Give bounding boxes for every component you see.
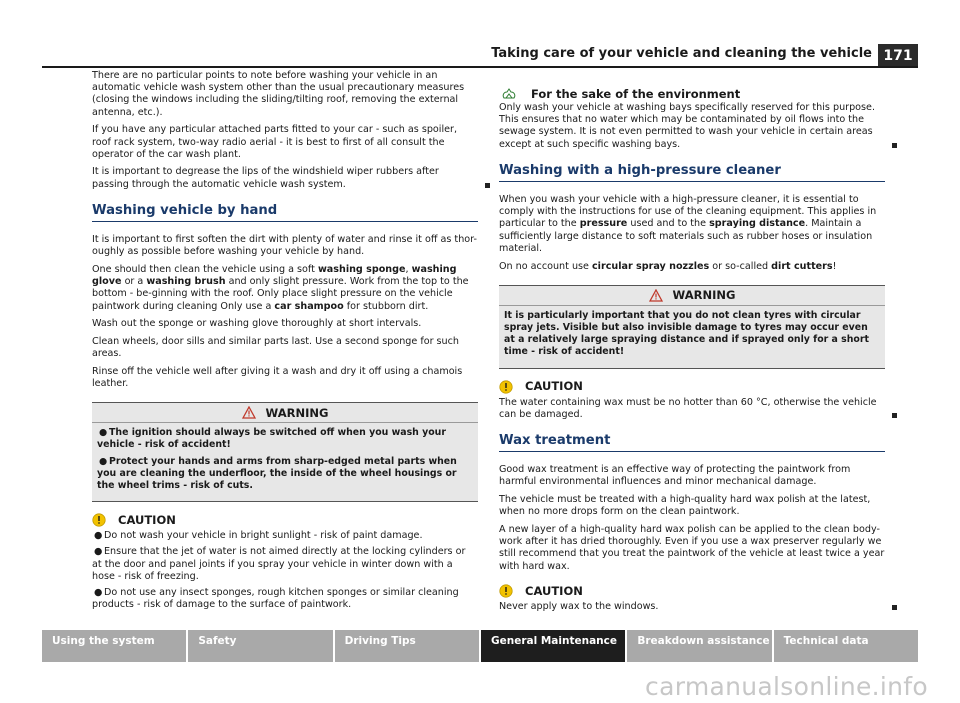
warning-title: WARNING xyxy=(672,288,736,303)
warning-item: ● Protect your hands and arms from sharp-edged metal parts when you are cleaning the underfloor, the inside of the wheel housings or the wheel trims - risk of cuts. xyxy=(97,455,457,492)
caution-title: CAUTION xyxy=(525,379,583,394)
paragraph: One should then clean the vehicle using a soft washing sponge, washing glove or a washing brush and only slight pressure. Work from the top to the bottom - be-ginning with the roof. Only place slight pressure on the vehicle paintwork during cleaning Only use a car shampoo for stubborn dirt. xyxy=(92,263,469,312)
left-column xyxy=(92,70,478,616)
paragraph: Good wax treatment is an effective way of protecting the paintwork from harmful environmental influences and minor mechanical damage. xyxy=(499,464,851,488)
warning-title: WARNING xyxy=(265,405,329,420)
section-heading-wax: Wax treatment xyxy=(499,435,885,452)
caution-icon xyxy=(92,513,106,527)
tab-general-maintenance[interactable]: General Maintenance xyxy=(481,630,625,662)
caution-item: ● Do not wash your vehicle in bright sunlight - risk of paint damage. xyxy=(94,530,423,542)
tab-driving-tips[interactable]: Driving Tips xyxy=(335,630,479,662)
paragraph: A new layer of a high-quality hard wax polish can be applied to the clean body-work after it has dried thoroughly. Even if you use a wax preserver regularly we still recommend that you treat the paintwork of the vehicle at least twice a year with hard wax. xyxy=(499,523,885,572)
warning-triangle-icon xyxy=(649,289,663,302)
right-column xyxy=(499,68,885,618)
caution-title: CAUTION xyxy=(118,513,176,528)
section-end-icon xyxy=(892,413,897,418)
paragraph: There are no particular points to note before washing your vehicle in an automatic vehicle wash system other than the usual precautionary measures (closing the windows including the sliding/tilting roof, removing the external antenna, etc.). xyxy=(92,70,465,118)
watermark: carmanualsonline.info xyxy=(645,672,928,701)
page-header xyxy=(42,44,918,68)
warning-text: It is particularly important that you do not clean tyres with circular spray jets. Visible but also invisible damage to tyres may occur even at a relatively large spraying distance and if sprayed only for a short time - risk of accident! xyxy=(504,309,869,358)
tab-technical-data[interactable]: Technical data xyxy=(774,630,918,662)
caution-item: ● Do not use any insect sponges, rough kitchen sponges or similar cleaning products - risk of damage to the surface of paintwork. xyxy=(92,587,459,611)
section-heading-hand-wash: Washing vehicle by hand xyxy=(92,205,478,222)
warning-box xyxy=(92,402,478,502)
warning-triangle-icon xyxy=(242,406,256,419)
chapter-tabs xyxy=(42,630,918,662)
caution-text: Never apply wax to the windows. xyxy=(499,601,885,613)
paragraph: When you wash your vehicle with a high-pressure cleaner, it is essential to comply with the instructions for use of the cleaning equipment. This applies in particular to the pressure used and to the spraying distance. Maintain a sufficiently large distance to soft materials such as rubber hoses or insulation material. xyxy=(499,194,877,254)
section-heading-high-pressure: Washing with a high-pressure cleaner xyxy=(499,165,885,182)
paragraph: It is important to degrease the lips of the windshield wiper rubbers after passing through the automatic vehicle wash system. xyxy=(92,166,478,190)
page-number: 171 xyxy=(878,44,918,68)
paragraph: Clean wheels, door sills and similar parts last. Use a second sponge for such areas. xyxy=(92,335,459,360)
caution-icon xyxy=(499,380,513,394)
paragraph: Rinse off the vehicle well after giving it a wash and dry it off using a chamois leather. xyxy=(92,365,463,390)
caution-list xyxy=(92,530,478,611)
warning-item: ● The ignition should always be switched off when you wash your vehicle - risk of accident! xyxy=(97,427,446,451)
environment-icon xyxy=(501,87,517,101)
chapter-title: Taking care of your vehicle and cleaning the vehicle xyxy=(491,46,872,61)
section-end-icon xyxy=(892,605,897,610)
paragraph: On no account use circular spray nozzles or so-called dirt cutters! xyxy=(499,260,837,272)
paragraph: Wash out the sponge or washing glove thoroughly at short intervals. xyxy=(92,318,422,330)
paragraph: If you have any particular attached parts fitted to your car - such as spoiler, roof rack system, two-way radio aerial - it is best to first of all consult the operator of the car wash plant. xyxy=(92,124,458,160)
paragraph: Only wash your vehicle at washing bays specifically reserved for this purpose. This ensures that no water which may be contaminated by oil flows into the sewage system. It is not even permitted to wash your vehicle in certain areas except at such specific washing bays. xyxy=(499,102,885,151)
environment-title: For the sake of the environment xyxy=(531,86,741,101)
warning-box xyxy=(499,285,885,369)
section-end-icon xyxy=(892,143,897,148)
paragraph: It is important to first soften the dirt with plenty of water and rinse it off as thor-oughly as possible before washing your vehicle by hand. xyxy=(92,234,477,258)
tab-breakdown-assistance[interactable]: Breakdown assistance xyxy=(627,630,771,662)
caution-text: The water containing wax must be no hotter than 60 °C, otherwise the vehicle can be damaged. xyxy=(499,397,885,421)
caution-icon xyxy=(499,584,513,598)
caution-item: ● Ensure that the jet of water is not aimed directly at the locking cylinders or at the door and panel joints if you spray your vehicle in winter down with a hose - risk of freezing. xyxy=(92,546,466,582)
tab-safety[interactable]: Safety xyxy=(188,630,332,662)
paragraph: The vehicle must be treated with a high-quality hard wax polish at the latest, when no more drops form on the clean paintwork. xyxy=(499,494,871,518)
section-end-icon xyxy=(485,183,490,188)
tab-using-the-system[interactable]: Using the system xyxy=(42,630,186,662)
caution-title: CAUTION xyxy=(525,583,583,598)
